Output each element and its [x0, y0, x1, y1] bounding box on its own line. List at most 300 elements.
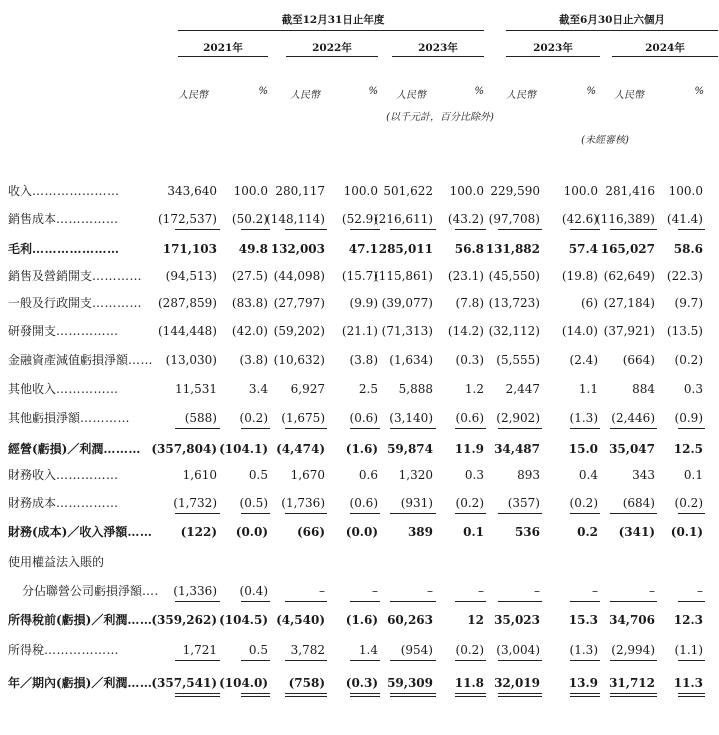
cell-percent: (1.1) [674, 643, 703, 657]
dot-leader: ……… [103, 442, 141, 456]
cell-amount: – [427, 584, 433, 598]
cell-percent: 57.4 [568, 242, 598, 256]
column-rule [241, 229, 270, 230]
cell-percent: 100.0 [449, 184, 484, 198]
year-header-2024-interim: 2024年 [645, 42, 685, 54]
column-rule [498, 660, 542, 661]
cell-percent: (0.0) [235, 525, 268, 539]
column-rule-double [455, 696, 486, 697]
row-label-text: 財務(成本)／收入淨額 [8, 525, 128, 539]
cell-amount: 501,622 [383, 184, 433, 198]
dot-leader: ………… [92, 269, 143, 283]
table-row [0, 674, 719, 692]
column-rule-double [570, 696, 600, 697]
table-row [0, 466, 719, 484]
cell-amount: 884 [632, 382, 655, 396]
cell-amount: – [319, 584, 325, 598]
cell-amount: 2,447 [505, 382, 540, 396]
row-label-text: 金融資產減值虧損淨額 [8, 353, 129, 367]
row-label [8, 553, 104, 571]
row-label [22, 582, 159, 600]
column-rule [241, 428, 270, 429]
cell-amount: (287,859) [158, 296, 217, 310]
group-header-interim: 截至6月30日止六個月 [559, 14, 665, 26]
unaudited-note: (未經審核) [581, 135, 629, 146]
cell-percent: – [592, 584, 598, 598]
cell-percent: (42.0) [231, 324, 268, 338]
cell-percent: 100.0 [343, 184, 378, 198]
row-label [8, 440, 141, 458]
column-rule [390, 513, 436, 514]
column-rule [285, 601, 327, 602]
cell-percent: (2.4) [569, 353, 598, 367]
subheader-pct: % [368, 86, 378, 97]
cell-amount: 343,640 [167, 184, 217, 198]
cell-percent: 13.9 [568, 676, 598, 690]
cell-percent: 0.5 [248, 468, 268, 482]
dot-leader: …………… [56, 496, 119, 510]
cell-amount: (144,448) [158, 324, 217, 338]
column-rule [678, 601, 705, 602]
cell-percent: (19.8) [561, 269, 598, 283]
cell-percent: (0.1) [670, 525, 703, 539]
cell-percent: (0.2) [674, 353, 703, 367]
cell-percent: (83.8) [231, 296, 268, 310]
cell-amount: (3,004) [496, 643, 540, 657]
table-row [0, 641, 719, 659]
cell-percent: 0.1 [463, 525, 484, 539]
cell-amount: (27,797) [273, 296, 325, 310]
cell-amount: 536 [514, 525, 540, 539]
column-rule [350, 693, 380, 694]
cell-amount: (357,541) [151, 676, 217, 690]
cell-amount: 59,874 [387, 442, 433, 456]
row-label-text: 銷售成本 [8, 212, 57, 226]
cell-amount: (3,140) [389, 411, 433, 425]
dot-leader: ………… [80, 411, 131, 425]
cell-amount: (116,389) [596, 212, 655, 226]
row-label-text: 使用權益法入賬的 [8, 555, 105, 569]
table-row [0, 240, 719, 258]
cell-amount: (357) [507, 496, 540, 510]
cell-amount: 1,320 [398, 468, 433, 482]
table-row [0, 322, 719, 340]
column-rule [678, 660, 705, 661]
column-rule [570, 693, 600, 694]
column-rule [610, 513, 657, 514]
cell-amount: (44,098) [273, 269, 325, 283]
cell-amount: 60,263 [387, 613, 433, 627]
row-label-text: 收入 [8, 184, 33, 198]
cell-amount: (1,736) [281, 496, 325, 510]
cell-amount: (1,675) [281, 411, 325, 425]
cell-percent: (0.6) [349, 496, 378, 510]
table-row [0, 267, 719, 285]
cell-percent: (0.4) [239, 584, 268, 598]
cell-amount: (2,446) [611, 411, 655, 425]
subheader-pct: % [474, 86, 484, 97]
cell-amount: (13,723) [488, 296, 540, 310]
cell-percent: 0.2 [577, 525, 598, 539]
cell-percent: (104.1) [219, 442, 268, 456]
cell-amount: 34,706 [609, 613, 655, 627]
row-label-text: 所得稅 [8, 643, 45, 657]
cell-amount: 132,003 [270, 242, 325, 256]
year-rule-2022 [286, 56, 378, 57]
cell-percent: – [697, 584, 703, 598]
cell-percent: (0.5) [239, 496, 268, 510]
cell-percent: 3.4 [248, 382, 268, 396]
cell-amount: (39,077) [381, 296, 433, 310]
column-rule [570, 229, 600, 230]
cell-percent: 100.0 [668, 184, 703, 198]
row-label-text: 所得稅前(虧損)／利潤 [8, 613, 128, 627]
cell-percent: (52.9) [341, 212, 378, 226]
cell-percent: (50.2) [231, 212, 268, 226]
cell-percent: (0.6) [455, 411, 484, 425]
column-rule [390, 693, 436, 694]
cell-percent: (1.3) [569, 411, 598, 425]
subheader-pct: % [694, 86, 704, 97]
column-rule [241, 660, 270, 661]
cell-percent: (27.5) [231, 269, 268, 283]
column-rule [175, 513, 220, 514]
column-rule [455, 428, 486, 429]
cell-amount: (10,632) [273, 353, 325, 367]
column-rule [498, 513, 542, 514]
cell-percent: (21.1) [341, 324, 378, 338]
column-rule [498, 693, 542, 694]
cell-amount: (59,202) [273, 324, 325, 338]
column-rule [678, 428, 705, 429]
cell-amount: (357,804) [151, 442, 217, 456]
cell-amount: (359,262) [151, 613, 217, 627]
cell-percent: (1.6) [345, 613, 378, 627]
cell-amount: 11,531 [175, 382, 217, 396]
subheader-pct: % [586, 86, 596, 97]
cell-percent: (0.9) [674, 411, 703, 425]
column-rule [175, 660, 220, 661]
cell-percent: (1.6) [345, 442, 378, 456]
cell-amount: 285,011 [378, 242, 433, 256]
year-rule-2023-interim [506, 56, 600, 57]
row-label [8, 641, 119, 659]
cell-percent: 2.5 [358, 382, 378, 396]
cell-amount: 1,610 [182, 468, 217, 482]
column-rule [350, 229, 380, 230]
column-rule-double [610, 696, 657, 697]
subheader-rmb: 人民幣 [178, 90, 208, 101]
row-label-text: 一般及行政開支 [8, 296, 93, 310]
cell-percent: (41.4) [666, 212, 703, 226]
year-header-2023: 2023年 [418, 42, 458, 54]
cell-percent: 58.6 [673, 242, 703, 256]
cell-amount: 893 [517, 468, 540, 482]
cell-amount: (664) [622, 353, 655, 367]
row-label-text: 財務成本 [8, 496, 57, 510]
column-rule [285, 693, 327, 694]
column-rule-double [350, 696, 380, 697]
cell-percent: 0.4 [578, 468, 598, 482]
dot-leader: …………… [56, 468, 119, 482]
cell-amount: 280,117 [275, 184, 325, 198]
dot-leader: …… [127, 613, 153, 627]
table-row [0, 611, 719, 629]
column-rule [678, 229, 705, 230]
row-label-text: 年／期內(虧損)／利潤 [8, 676, 128, 690]
cell-percent: (23.1) [447, 269, 484, 283]
cell-amount: 229,590 [490, 184, 540, 198]
row-label-text: 毛利 [8, 242, 33, 256]
cell-percent: 1.4 [358, 643, 378, 657]
table-row [0, 553, 719, 571]
cell-amount: (32,112) [488, 324, 540, 338]
row-label [8, 267, 142, 285]
cell-amount: 32,019 [494, 676, 540, 690]
cell-amount: 3,782 [290, 643, 325, 657]
column-rule [570, 428, 600, 429]
cell-amount: (758) [288, 676, 325, 690]
column-rule [285, 428, 327, 429]
cell-percent: (104.0) [219, 676, 268, 690]
column-rule [498, 428, 542, 429]
column-rule [285, 660, 327, 661]
column-rule [175, 428, 220, 429]
cell-percent: (0.2) [674, 496, 703, 510]
cell-amount: (931) [400, 496, 433, 510]
cell-amount: 1,670 [290, 468, 325, 482]
cell-amount: (216,611) [374, 212, 433, 226]
dot-leader: ……………… [44, 643, 120, 657]
row-label-text: 銷售及營銷開支 [8, 269, 93, 283]
column-rule [455, 660, 486, 661]
row-label [8, 523, 152, 541]
row-label-text: 其他虧損淨額 [8, 411, 81, 425]
dot-leader: …………… [56, 324, 119, 338]
subheader-pct: % [258, 86, 268, 97]
cell-percent: 47.1 [348, 242, 378, 256]
cell-amount: 165,027 [600, 242, 655, 256]
table-row [0, 294, 719, 312]
column-rule [498, 601, 542, 602]
dot-leader: ………… [92, 296, 143, 310]
column-rule [390, 601, 436, 602]
column-rule [175, 229, 220, 230]
column-rule [350, 513, 380, 514]
table-row [0, 523, 719, 541]
cell-amount: (45,550) [488, 269, 540, 283]
column-rule [610, 601, 657, 602]
column-rule-double [498, 696, 542, 697]
cell-percent: 11.3 [673, 676, 703, 690]
cell-percent: (0.3) [455, 353, 484, 367]
cell-amount: 281,416 [605, 184, 655, 198]
row-label-text: 其他收入 [8, 382, 57, 396]
cell-percent: 1.1 [578, 382, 598, 396]
column-rule-double [241, 696, 270, 697]
column-rule [350, 601, 380, 602]
year-rule-2021 [178, 56, 268, 57]
cell-percent: 0.3 [683, 382, 703, 396]
cell-amount: (4,474) [276, 442, 325, 456]
group-header-interim-rule [506, 30, 718, 31]
cell-amount: (115,861) [374, 269, 433, 283]
cell-percent: (0.0) [345, 525, 378, 539]
cell-percent: (9.9) [349, 296, 378, 310]
dot-leader: ………………… [32, 242, 120, 256]
cell-percent: 1.2 [464, 382, 484, 396]
column-rule [498, 229, 542, 230]
cell-amount: 1,721 [182, 643, 217, 657]
subheader-rmb: 人民幣 [614, 90, 644, 101]
row-label [8, 611, 152, 629]
cell-amount: (172,537) [158, 212, 217, 226]
cell-amount: (2,994) [611, 643, 655, 657]
cell-percent: (22.3) [666, 269, 703, 283]
table-row [0, 380, 719, 398]
unit-note: (以千元計，百分比除外) [386, 112, 494, 123]
cell-percent: (0.2) [455, 643, 484, 657]
cell-amount: 35,047 [609, 442, 655, 456]
column-rule-double [285, 696, 327, 697]
cell-amount: (97,708) [488, 212, 540, 226]
cell-percent: (0.3) [345, 676, 378, 690]
cell-percent: 15.0 [568, 442, 598, 456]
cell-amount: 5,888 [398, 382, 433, 396]
column-rule-double [390, 696, 436, 697]
cell-amount: (62,649) [603, 269, 655, 283]
cell-amount: (148,114) [266, 212, 325, 226]
column-rule-double [175, 696, 220, 697]
cell-amount: (94,513) [165, 269, 217, 283]
column-rule [570, 660, 600, 661]
cell-amount: 35,023 [494, 613, 540, 627]
cell-percent: (0.2) [239, 411, 268, 425]
column-rule [570, 601, 600, 602]
row-label-text: 財務收入 [8, 468, 57, 482]
row-label-text: 分佔聯營公司虧損淨額 [22, 584, 143, 598]
dot-leader: …… [127, 676, 153, 690]
cell-percent: 0.6 [358, 468, 378, 482]
cell-amount: (66) [296, 525, 325, 539]
subheader-rmb: 人民幣 [290, 90, 320, 101]
cell-percent: (6) [581, 296, 598, 310]
cell-percent: (9.7) [674, 296, 703, 310]
year-header-2022: 2022年 [312, 42, 352, 54]
dot-leader: …………… [56, 212, 119, 226]
cell-percent: – [478, 584, 484, 598]
column-rule [455, 601, 486, 602]
cell-percent: 49.8 [238, 242, 268, 256]
dot-leader: …. [142, 584, 159, 598]
cell-percent: (0.2) [455, 496, 484, 510]
cell-percent: (0.2) [569, 496, 598, 510]
cell-percent: 12 [467, 613, 484, 627]
cell-amount: 171,103 [162, 242, 217, 256]
column-rule [610, 660, 657, 661]
cell-percent: 0.1 [683, 468, 703, 482]
cell-amount: (954) [400, 643, 433, 657]
table-row [0, 440, 719, 458]
cell-amount: (27,184) [603, 296, 655, 310]
cell-percent: (1.3) [569, 643, 598, 657]
dot-leader: ………………… [32, 184, 120, 198]
row-label [8, 409, 130, 427]
cell-percent: (43.2) [447, 212, 484, 226]
table-row [0, 409, 719, 427]
dot-leader: …… [127, 525, 153, 539]
cell-amount: (1,732) [173, 496, 217, 510]
cell-amount: (122) [180, 525, 217, 539]
year-header-2021: 2021年 [203, 42, 243, 54]
cell-amount: 389 [407, 525, 433, 539]
cell-percent: (104.5) [219, 613, 268, 627]
row-label [8, 494, 119, 512]
column-rule [610, 229, 657, 230]
year-rule-2024-interim [612, 56, 718, 57]
row-label-text: 經營(虧損)／利潤 [8, 442, 104, 456]
table-row [0, 494, 719, 512]
cell-amount: (5,555) [496, 353, 540, 367]
cell-amount: – [534, 584, 540, 598]
cell-percent: 56.8 [454, 242, 484, 256]
row-label [8, 240, 120, 258]
row-label [8, 351, 153, 369]
cell-percent: 11.9 [454, 442, 484, 456]
cell-percent: 0.3 [464, 468, 484, 482]
cell-percent: (14.2) [447, 324, 484, 338]
column-rule [175, 601, 220, 602]
column-rule [175, 693, 220, 694]
cell-percent: (42.6) [561, 212, 598, 226]
cell-amount: (588) [184, 411, 217, 425]
table-row [0, 351, 719, 369]
row-label-text: 研發開支 [8, 324, 57, 338]
cell-percent: 100.0 [233, 184, 268, 198]
cell-percent: 15.3 [568, 613, 598, 627]
cell-amount: 34,487 [494, 442, 540, 456]
cell-percent: – [372, 584, 378, 598]
table-row [0, 182, 719, 200]
year-rule-2023 [392, 56, 484, 57]
cell-amount: 6,927 [290, 382, 325, 396]
cell-amount: 31,712 [609, 676, 655, 690]
table-row [0, 582, 719, 600]
cell-amount: 131,882 [485, 242, 540, 256]
column-rule [350, 660, 380, 661]
cell-percent: 11.8 [454, 676, 484, 690]
table-row [0, 210, 719, 228]
column-rule [285, 229, 327, 230]
cell-percent: (13.5) [666, 324, 703, 338]
cell-percent: (14.0) [561, 324, 598, 338]
cell-percent: 12.5 [673, 442, 703, 456]
cell-percent: (3.8) [239, 353, 268, 367]
cell-amount: – [649, 584, 655, 598]
column-rule [241, 693, 270, 694]
cell-amount: (341) [618, 525, 655, 539]
column-rule [241, 513, 270, 514]
cell-amount: (71,313) [381, 324, 433, 338]
column-rule [285, 513, 327, 514]
column-rule [390, 229, 436, 230]
column-rule [610, 428, 657, 429]
group-header-annual-rule [178, 30, 484, 31]
row-label [8, 466, 119, 484]
column-rule [678, 693, 705, 694]
cell-percent: 12.3 [673, 613, 703, 627]
column-rule-double [678, 696, 705, 697]
